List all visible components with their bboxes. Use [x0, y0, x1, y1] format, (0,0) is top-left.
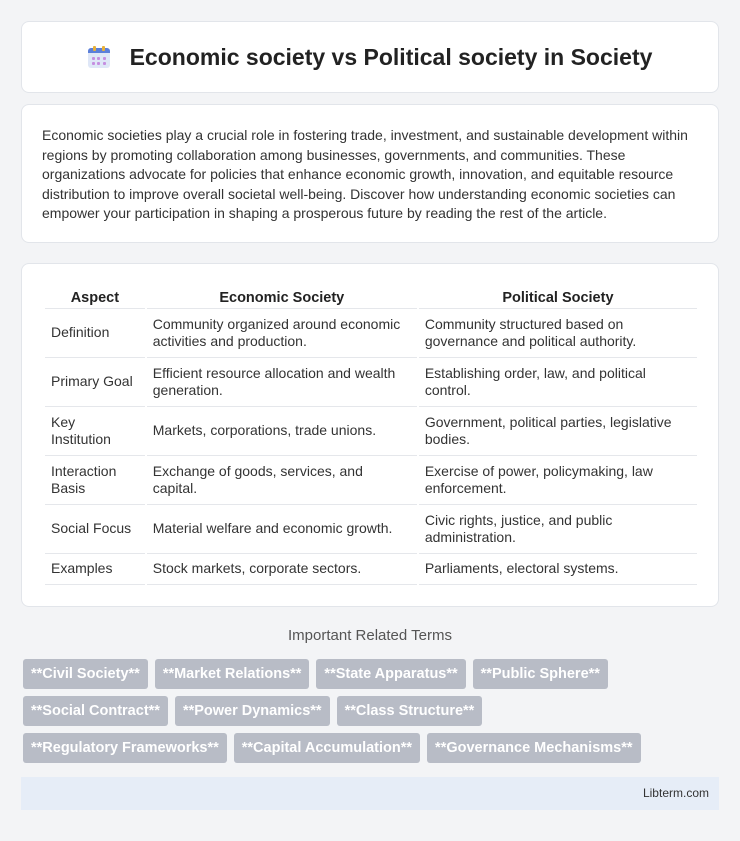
related-terms-row — [23, 733, 641, 763]
header-card — [21, 21, 719, 93]
related-terms-row — [23, 659, 608, 689]
table-header-row — [45, 286, 697, 309]
related-term-tag[interactable]: **State Apparatus** — [316, 659, 465, 689]
table-cell: Community organized around economic activities and production. — [147, 309, 417, 358]
related-term-tag[interactable]: **Civil Society** — [23, 659, 148, 689]
table-cell: Key Institution — [45, 407, 145, 456]
table-row — [45, 358, 697, 407]
page-title: Economic society vs Political society in Society — [129, 43, 653, 70]
comparison-table-card — [21, 263, 719, 607]
calendar-icon — [88, 46, 110, 68]
footer — [21, 777, 719, 810]
table-cell: Examples — [45, 554, 145, 585]
table-cell: Exercise of power, policymaking, law enforcement. — [419, 456, 697, 505]
related-terms-title: Important Related Terms — [288, 627, 452, 644]
table-cell: Material welfare and economic growth. — [147, 505, 417, 554]
table-cell: Social Focus — [45, 505, 145, 554]
related-term-tag[interactable]: **Regulatory Frameworks** — [23, 733, 227, 763]
intro-text: Economic societies play a crucial role in fostering trade, investment, and sustainable development within regions by promoting collaboration among businesses, governments, and communities. These organizations advocate for policies that enhance economic growth, innovation, and equitable resource distribution to improve overall societal well-being. Discover how understanding economic societies can empower your participation in shaping a prosperous future by reading the rest of the article. — [42, 127, 688, 222]
column-header-economic: Economic Society — [147, 286, 417, 309]
table-cell: Government, political parties, legislative bodies. — [419, 407, 697, 456]
table-cell: Primary Goal — [45, 358, 145, 407]
intro-card — [21, 104, 719, 243]
related-terms-row — [23, 696, 482, 726]
table-cell: Definition — [45, 309, 145, 358]
table-cell: Efficient resource allocation and wealth generation. — [147, 358, 417, 407]
related-term-tag[interactable]: **Social Contract** — [23, 696, 168, 726]
related-term-tag[interactable]: **Capital Accumulation** — [234, 733, 420, 763]
table-cell: Exchange of goods, services, and capital. — [147, 456, 417, 505]
table-cell: Establishing order, law, and political control. — [419, 358, 697, 407]
table-cell: Stock markets, corporate sectors. — [147, 554, 417, 585]
related-term-tag[interactable]: **Governance Mechanisms** — [427, 733, 640, 763]
table-row — [45, 309, 697, 358]
table-row — [45, 456, 697, 505]
table-row — [45, 407, 697, 456]
table-cell: Community structured based on governance and political authority. — [419, 309, 697, 358]
column-header-aspect: Aspect — [45, 286, 145, 309]
footer-site-link[interactable]: Libterm.com — [642, 786, 709, 800]
related-term-tag[interactable]: **Power Dynamics** — [175, 696, 330, 726]
column-header-political: Political Society — [419, 286, 697, 309]
table-cell: Civic rights, justice, and public administration. — [419, 505, 697, 554]
related-term-tag[interactable]: **Market Relations** — [155, 659, 310, 689]
table-row — [45, 554, 697, 585]
table-row — [45, 505, 697, 554]
related-term-tag[interactable]: **Class Structure** — [337, 696, 483, 726]
table-cell: Parliaments, electoral systems. — [419, 554, 697, 585]
related-term-tag[interactable]: **Public Sphere** — [473, 659, 608, 689]
comparison-table — [43, 286, 699, 585]
table-cell: Interaction Basis — [45, 456, 145, 505]
table-cell: Markets, corporations, trade unions. — [147, 407, 417, 456]
